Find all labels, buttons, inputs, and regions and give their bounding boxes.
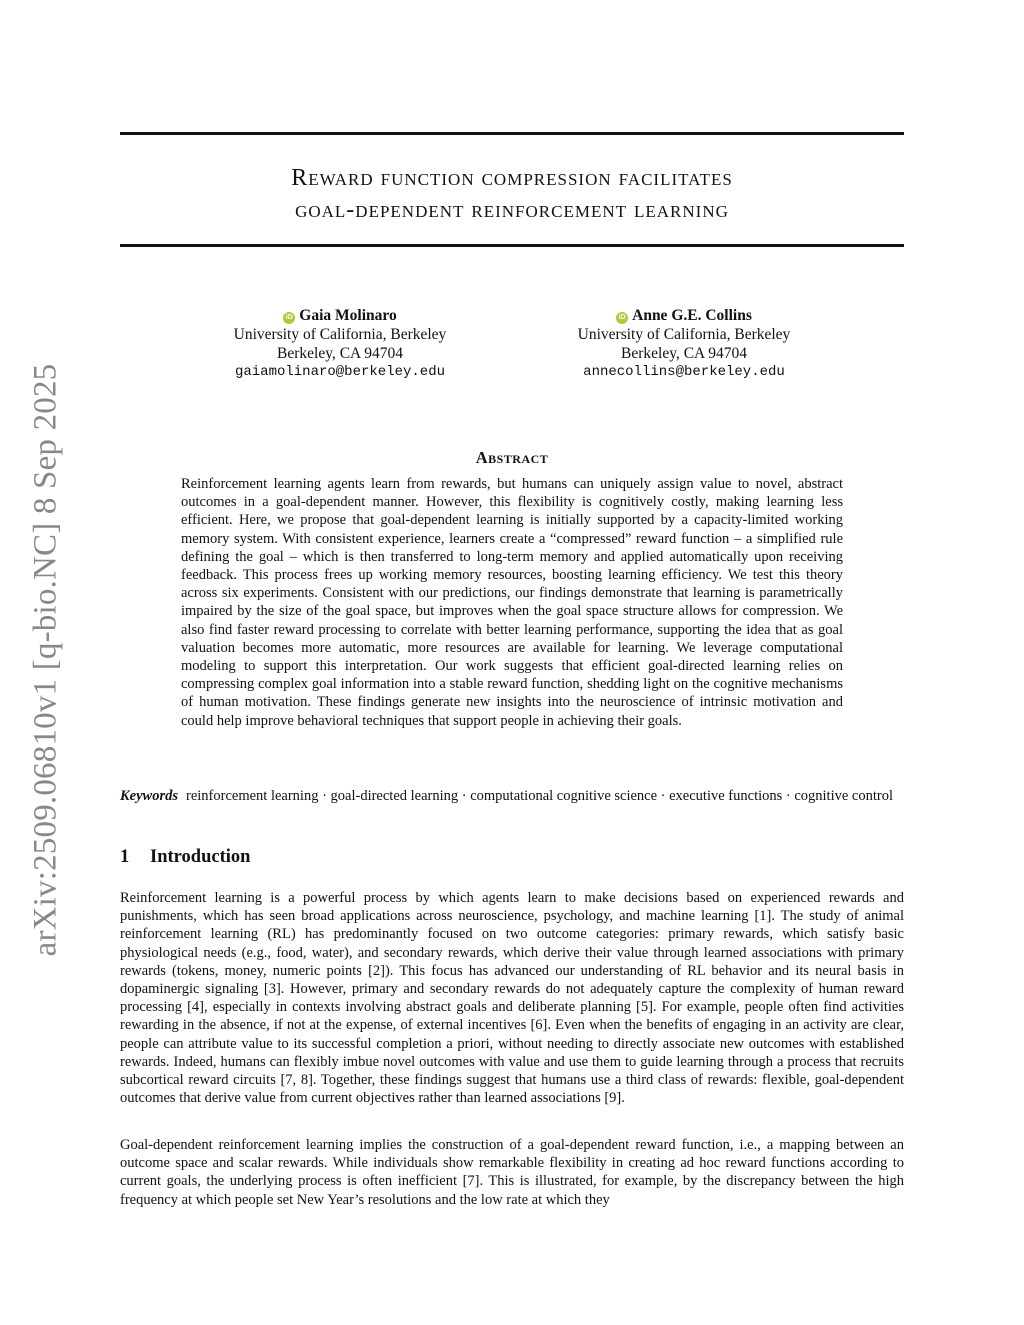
author-email[interactable]: annecollins@berkeley.edu: [583, 364, 785, 380]
paper-title: [120, 162, 904, 226]
title-line-1: Reward function compression facilitates: [291, 165, 733, 191]
author-location: Berkeley, CA 94704: [277, 345, 403, 362]
keywords-label: Keywords: [120, 788, 178, 804]
author-block-1: [190, 306, 490, 382]
abstract-body: Reinforcement learning agents learn from rewards, but humans can uniquely assign value to novel, abstract outcomes in a goal-dependent manner. However, this flexibility is cognitively costly, making learning less efficient. Here, we propose that goal-dependent learning is initially supported by a capacity-limited working memory system. With consistent experience, learners create a “compressed” reward function – a simplified rule defining the goal – which is then transferred to long-term memory and applied automatically upon receiving feedback. This process frees up working memory resources, boosting learning efficiency. We test this theory across six experiments. Consistent with our predictions, our findings demonstrate that learning is parametrically impaired by the size of the goal space, but improves when the goal space structure allows for compression. We also find faster reward processing to correlate with better learning performance, supporting the idea that as goal valuation becomes more automatic, more resources are available for learning. We leverage computational modeling to support this interpretation. Our work suggests that efficient goal-directed learning relies on compressing complex goal information into a stable reward function, shedding light on the cognitive mechanisms of human motivation. These findings generate new insights into the neuroscience of intrinsic motivation and could help improve behavioral techniques that support people in achieving their goals.: [181, 476, 843, 729]
author-name: Anne G.E. Collins: [632, 307, 752, 324]
section-heading: [120, 847, 250, 868]
author-block-2: [534, 306, 834, 382]
author-email[interactable]: gaiamolinaro@berkeley.edu: [234, 364, 446, 380]
section-title: Introduction: [150, 847, 251, 867]
author-affiliation: University of California, Berkeley: [233, 326, 447, 343]
intro-paragraph-2: Goal-dependent reinforcement learning implies the construction of a goal-dependent reward function, i.e., a mapping between an outcome space and scalar rewards. While individuals show remarkable flexibility in creating ad hoc reward functions according to current goals, the underlying process is often inefficient [7]. This is illustrated, for example, by the discrepancy between the high frequency at which people set New Year’s resolutions and the low rate at which they: [120, 1137, 904, 1208]
keywords-text: reinforcement learning · goal-directed learning · computational cognitive science · executive functions · cognitive control: [186, 788, 893, 804]
orcid-icon[interactable]: iD: [616, 312, 628, 324]
title-top-rule: [120, 132, 904, 135]
arxiv-identifier: arXiv:2509.06810v1 [q-bio.NC] 8 Sep 2025: [27, 363, 64, 957]
author-affiliation: University of California, Berkeley: [577, 326, 791, 343]
title-line-2: goal-dependent reinforcement learning: [295, 197, 729, 223]
keywords: [120, 787, 904, 805]
section-number: 1: [120, 847, 130, 867]
author-name: Gaia Molinaro: [299, 307, 397, 324]
title-bottom-rule: [120, 244, 904, 247]
abstract-heading: Abstract: [475, 448, 549, 467]
intro-paragraph-1: Reinforcement learning is a powerful process by which agents learn to make decisions based on experienced rewards and punishments, which has seen broad applications across neuroscience, psychology, and machine learning [1]. The study of animal reinforcement learning (RL) has predominantly focused on two outcome categories: primary rewards, which satisfy basic physiological needs (e.g., food, water), and secondary rewards, which derive their value through learned associations with primary rewards (tokens, money, numeric points [2]). This focus has advanced our understanding of RL behavior and its neural basis in dopaminergic signaling [3]. However, primary and secondary rewards do not adequately capture the complexity of human reward processing [4], especially in contexts involving abstract goals and deliberate planning [5]. For example, people often find activities rewarding in the absence, if not at the expense, of external incentives [6]. Even when the benefits of engaging in an activity are clear, people can attribute value to its successful completion a priori, without needing to directly associate new outcomes with established rewards. Indeed, humans can flexibly imbue novel outcomes with value and use them to guide learning through a process that recruits subcortical reward circuits [7, 8]. Together, these findings suggest that humans use a third class of rewards: flexible, goal-dependent outcomes that derive value from current objectives rather than learned associations [9].: [120, 890, 904, 1107]
author-location: Berkeley, CA 94704: [621, 345, 747, 362]
orcid-icon[interactable]: iD: [283, 312, 295, 324]
